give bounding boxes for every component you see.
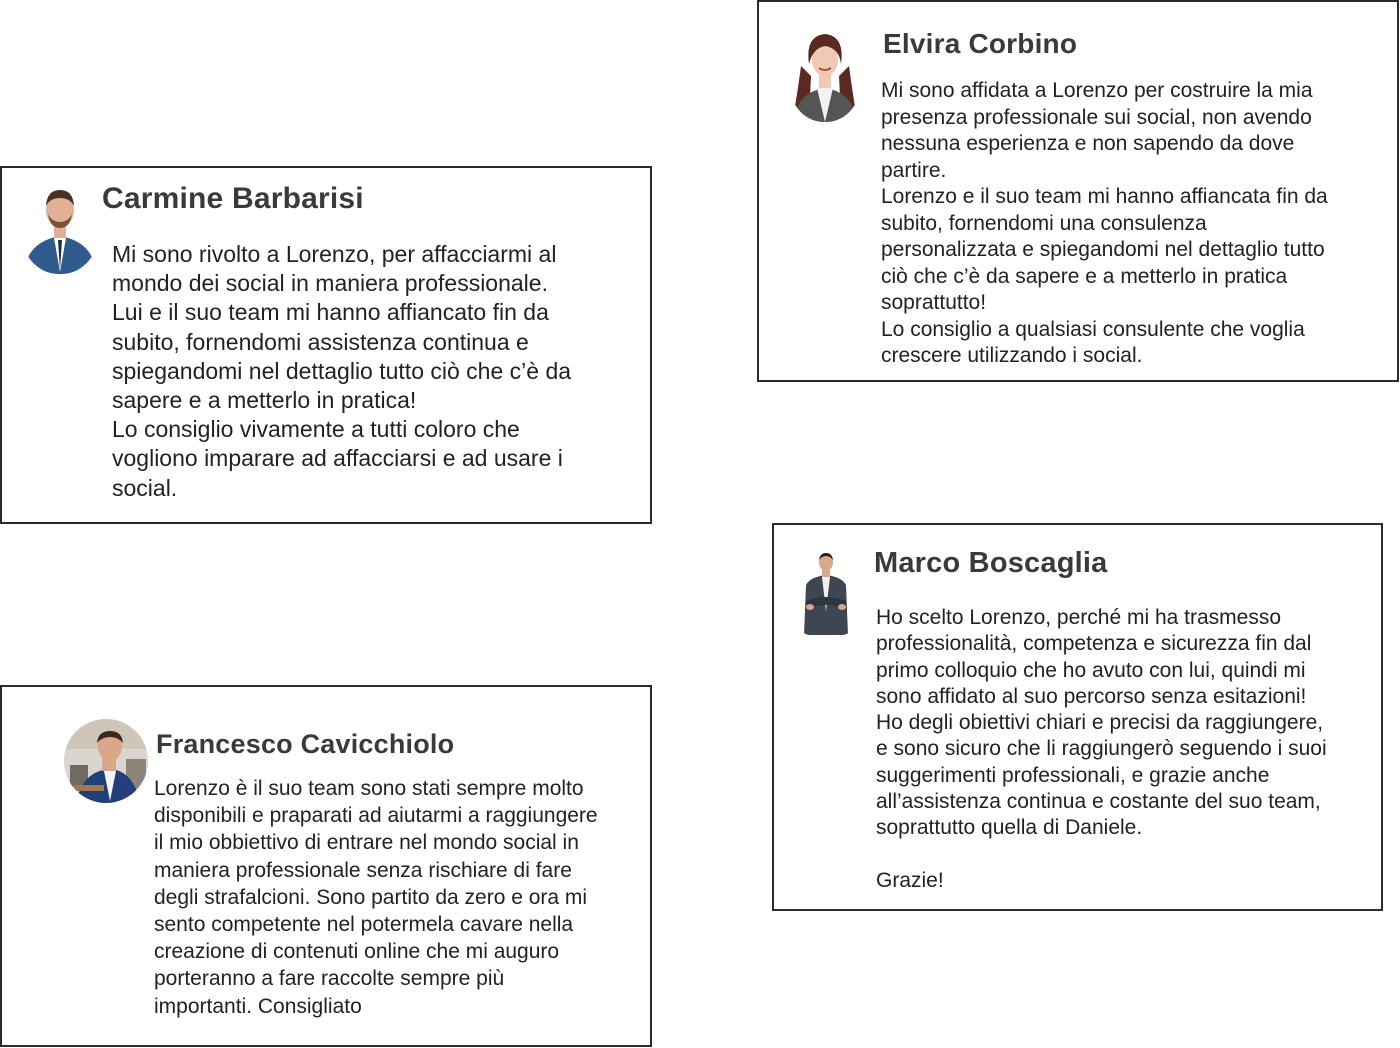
testimonial-card-marco-boscaglia (772, 523, 1383, 911)
testimonial-text: Lorenzo è il suo team sono stati sempre molto disponibili e praparati ad aiutarmi a raggiungere il mio obbiettivo di entrare nel mondo social in maniera professionale senza rischiare di fare degli strafalcioni. Sono partito da zero e ora mi sento competente nel potermela cavare nella creazione di contenuti online che mi auguro porteranno a fare raccolte sempre più importanti. Consigliato (154, 777, 598, 1018)
person-photo-icon (64, 719, 148, 803)
avatar (787, 26, 863, 122)
testimonial-text: Ho scelto Lorenzo, perché mi ha trasmesso professionalità, competenza e sicurezza fin dal primo colloquio che ho avuto con lui, quindi mi sono affidato al suo percorso senza esitazioni! Ho degli obiettivi chiari e precisi da raggiungere, e sono sicuro che li raggiungerò seguendo i suoi suggerimenti professionali, e grazie anche all’assistenza continua e costante del suo team, soprattutto quella di Daniele. Grazie! (876, 606, 1327, 892)
avatar (800, 551, 852, 635)
avatar (20, 180, 100, 274)
avatar (64, 719, 148, 803)
reviewer-name: Elvira Corbino (883, 28, 1078, 59)
person-photo-icon (800, 551, 852, 635)
testimonial-card-carmine-barbarisi (0, 166, 652, 524)
reviewer-name: Marco Boscaglia (874, 547, 1108, 579)
person-photo-icon (787, 26, 863, 122)
testimonial-card-francesco-cavicchiolo (0, 685, 652, 1047)
reviewer-name: Carmine Barbarisi (102, 182, 364, 215)
testimonial-text: Mi sono rivolto a Lorenzo, per affacciarmi al mondo dei social in maniera professionale. Lui e il suo team mi hanno affiancato fin da subito, fornendomi assistenza continua e spiegandomi nel dettaglio tutto ciò che c’è da sapere e a metterlo in pratica! Lo consiglio vivamente a tutti coloro che vogliono imparare ad affacciarsi e ad usare i social. (112, 241, 572, 501)
person-photo-icon (20, 180, 100, 274)
reviewer-name: Francesco Cavicchiolo (156, 729, 455, 759)
testimonial-card-elvira-corbino (757, 0, 1399, 382)
testimonial-text: Mi sono affidata a Lorenzo per costruire la mia presenza professionale sui social, non avendo nessuna esperienza e non sapendo da dove partire. Lorenzo e il suo team mi hanno affiancata fin da subito, fornendomi una consulenza personalizzata e spiegandomi nel dettaglio tutto ciò che c’è da sapere e a metterlo in pratica soprattutto! Lo consiglio a qualsiasi consulente che voglia crescere utilizzando i social. (881, 79, 1328, 367)
